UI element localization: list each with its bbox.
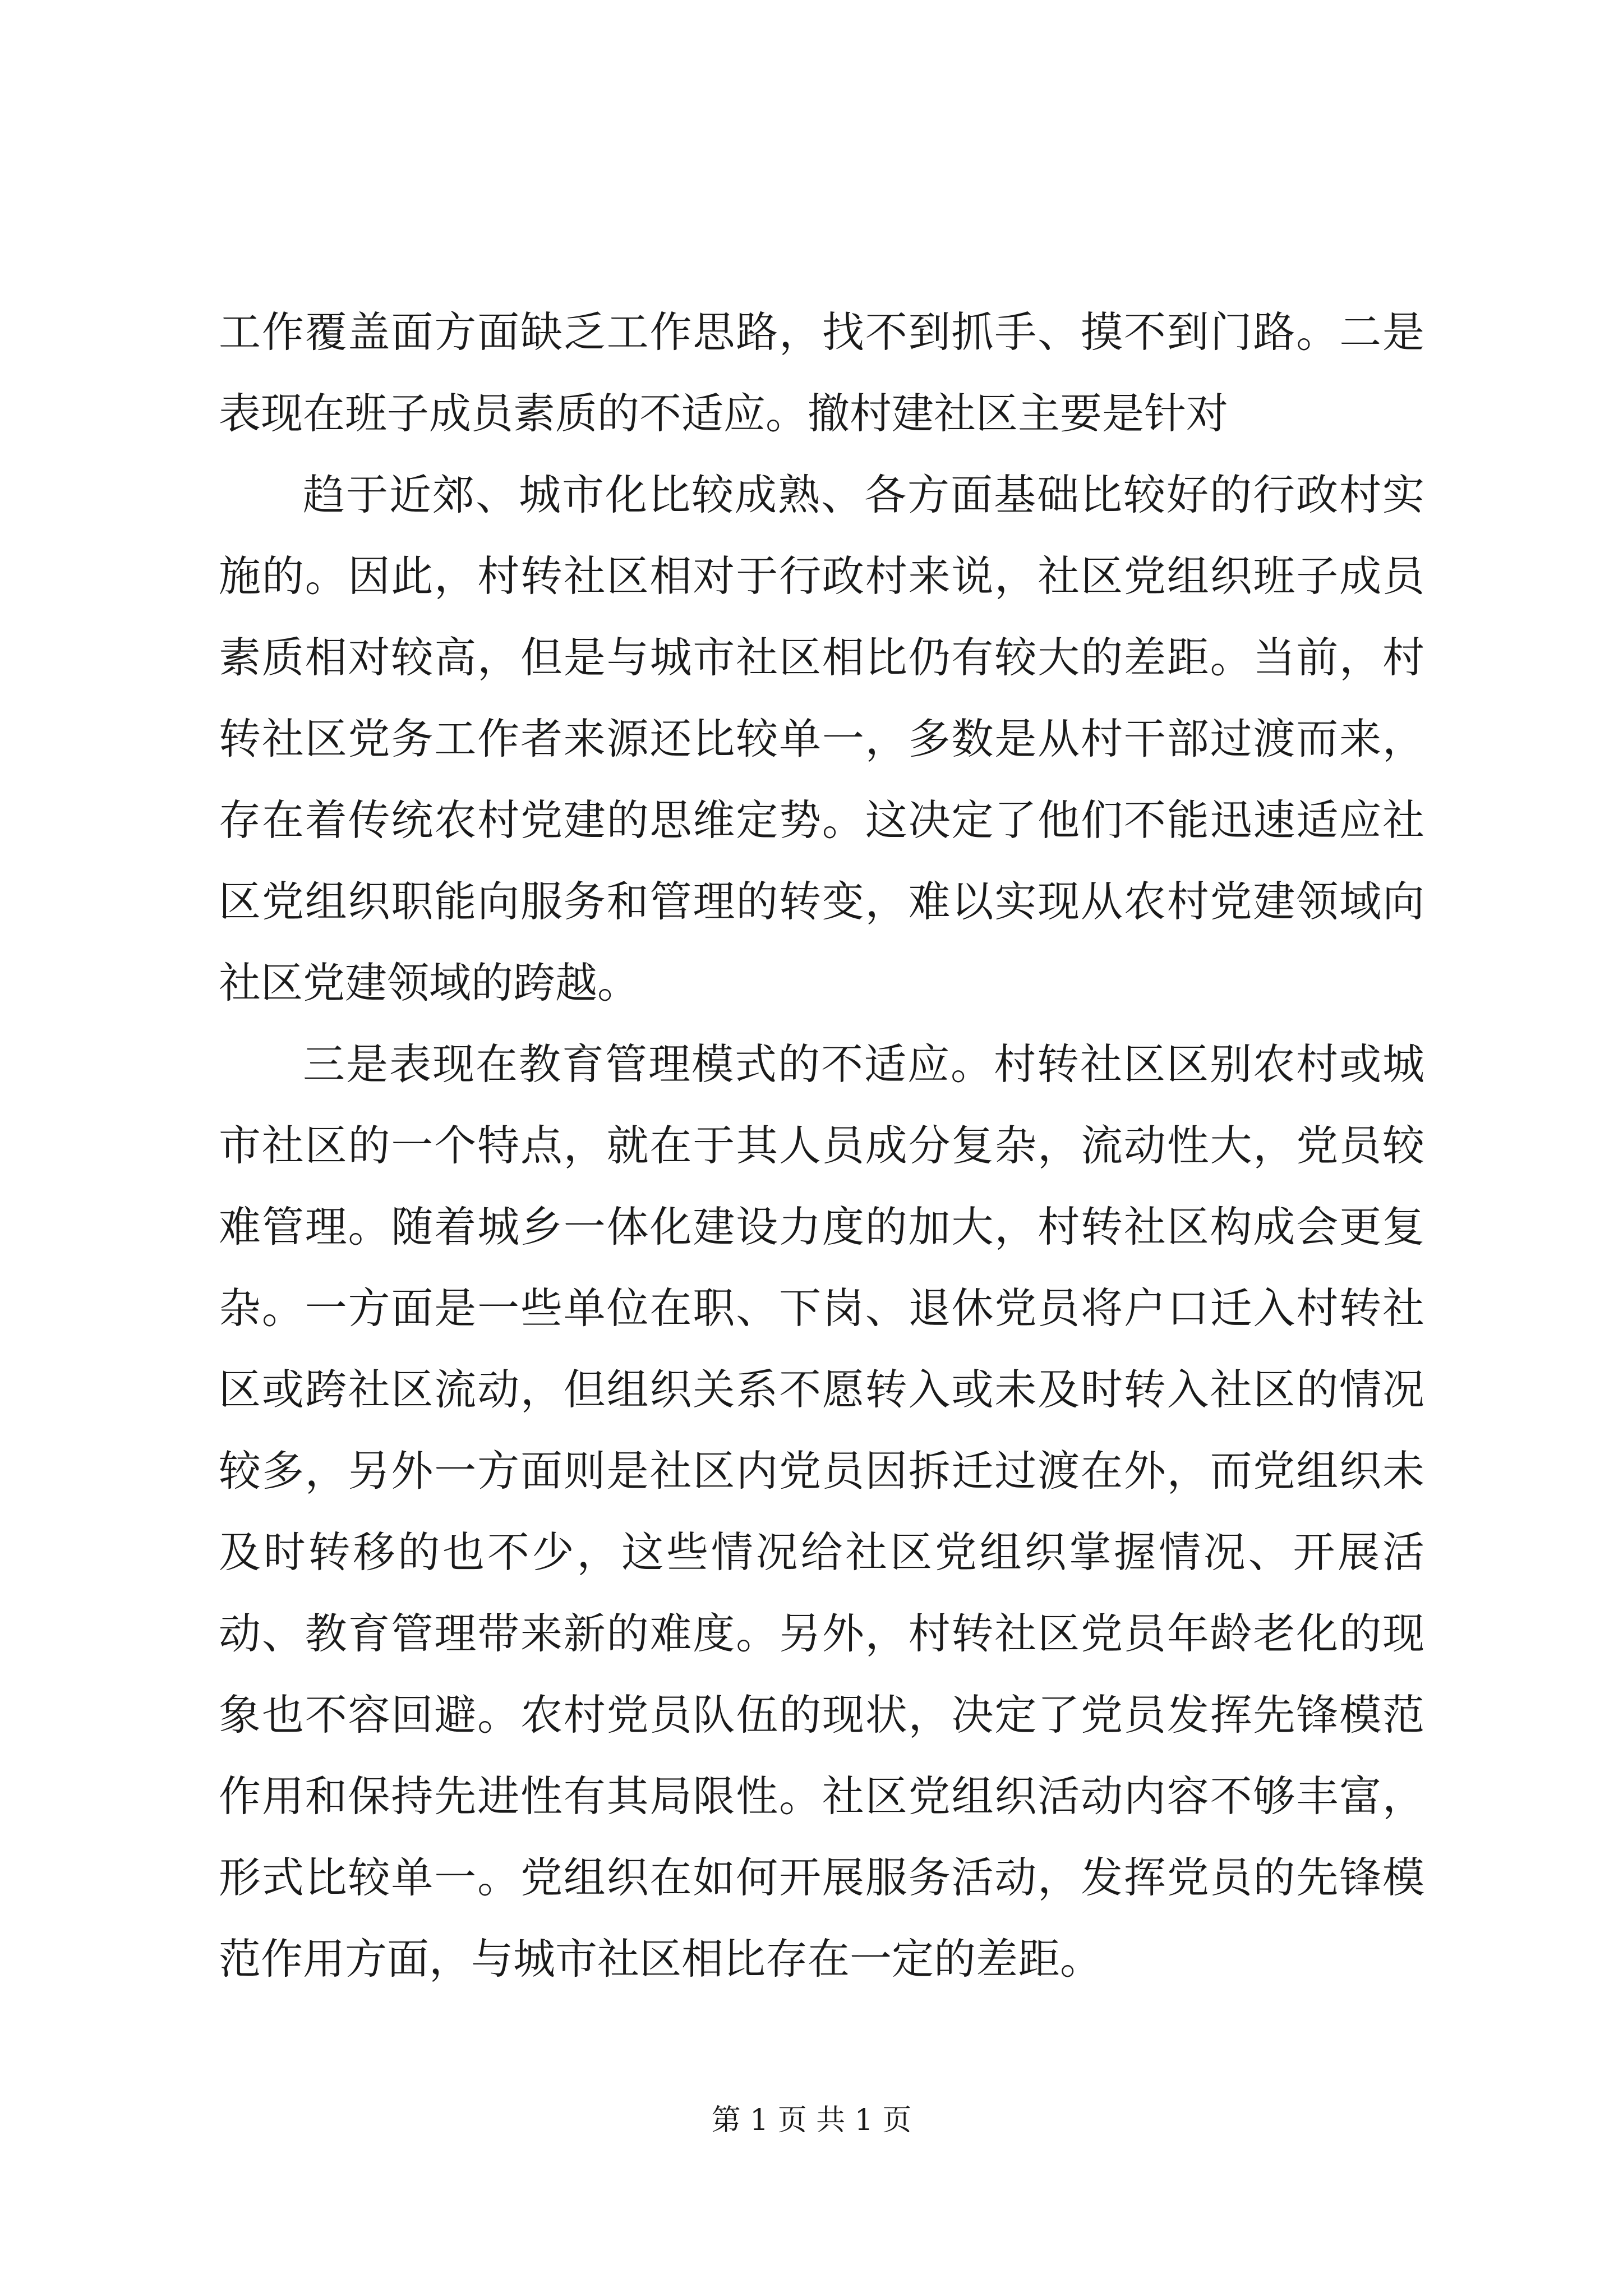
paragraph-3: 三是表现在教育管理模式的不适应。村转社区区别农村或城市社区的一个特点，就在于其人员成分复杂，流动性大，党员较难管理。随着城乡一体化建设力度的加大，村转社区构成会更复杂。一方面是一些单位在职、下岗、退休党员将户口迁入村转社区或跨社区流动，但组织关系不愿转入或未及时转入社区的情况较多，另外一方面则是社区内党员因拆迁过渡在外，而党组织未及时转移的也不少，这些情况给社区党组织掌握情况、开展活动、教育管理带来新的难度。另外，村转社区党员年龄老化的现象也不容回避。农村党员队伍的现状，决定了党员发挥先锋模范作用和保持先进性有其局限性。社区党组织活动内容不够丰富，形式比较单一。党组织在如何开展服务活动，发挥党员的先锋模范作用方面，与城市社区相比存在一定的差距。 (219, 1039, 1424, 1984)
document-body (219, 292, 1424, 2000)
paragraph-2: 趋于近郊、城市化比较成熟、各方面基础比较好的行政村实施的。因此，村转社区相对于行政村来说，社区党组织班子成员素质相对较高，但是与城市社区相比仍有较大的差距。当前，村转社区党务工作者来源还比较单一，多数是从村干部过渡而来，存在着传统农村党建的思维定势。这决定了他们不能迅速适应社区党组织职能向服务和管理的转变，难以实现从农村党建领域向社区党建领域的跨越。 (219, 470, 1424, 1007)
page-number-footer: 第 1 页 共 1 页 (711, 2104, 912, 2137)
paragraph-1: 工作覆盖面方面缺乏工作思路，找不到抓手、摸不到门路。二是表现在班子成员素质的不适应。撤村建社区主要是针对 (219, 307, 1424, 438)
